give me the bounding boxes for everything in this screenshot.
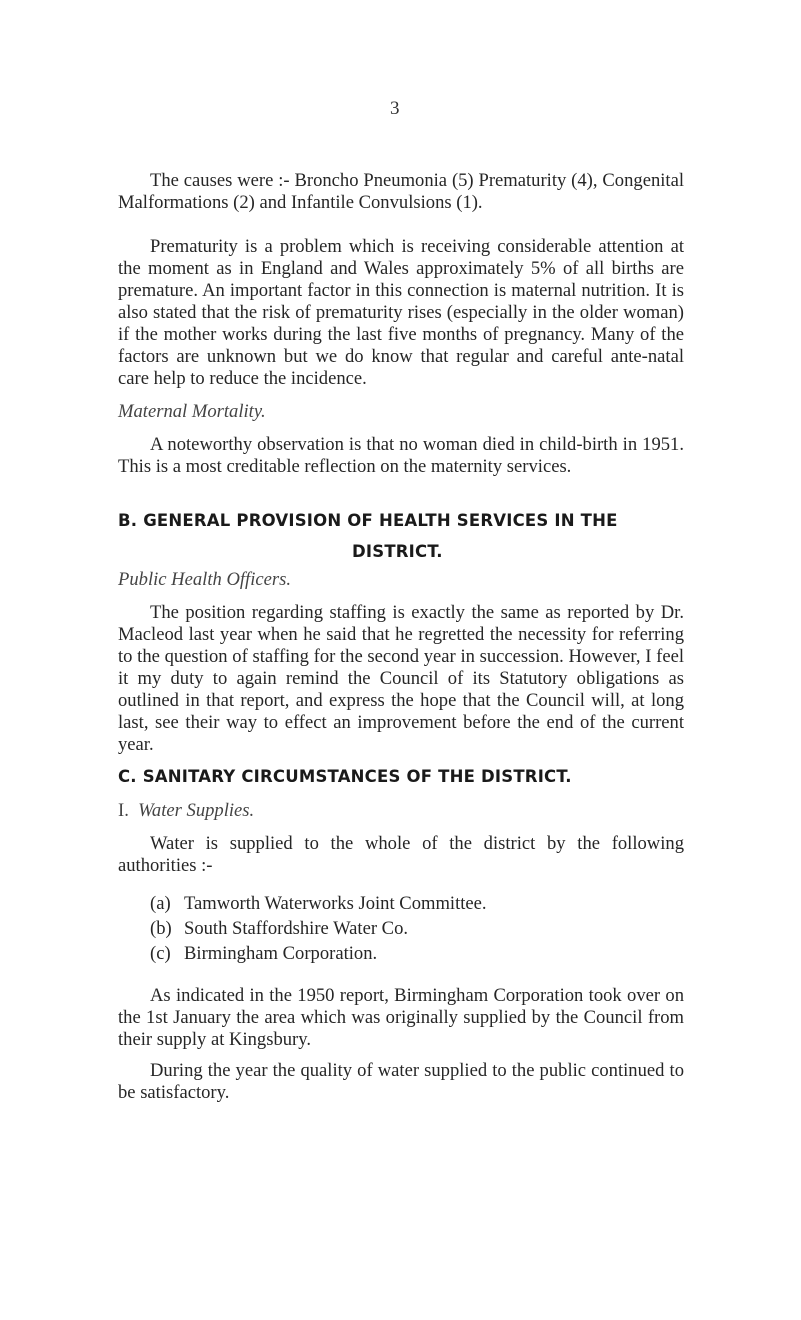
- section-b-heading-line2: DISTRICT.: [352, 542, 443, 561]
- water-supplies-title: Water Supplies.: [138, 800, 255, 821]
- causes-paragraph: The causes were :- Broncho Pneumonia (5) Prematurity (4), Congenital Malformations (2) and Infantile Convulsions (1).: [118, 170, 684, 213]
- list-item: (c) Birmingham Corporation.: [150, 943, 378, 964]
- birmingham-paragraph: As indicated in the 1950 report, Birmingham Corporation took over on the 1st January the area which was originally supplied by the Council from their supply at Kingsbury.: [118, 985, 684, 1050]
- public-health-officers-heading: Public Health Officers.: [118, 569, 291, 590]
- water-quality-paragraph: During the year the quality of water supplied to the public continued to be satisfactory.: [118, 1060, 684, 1103]
- list-item: (a) Tamworth Waterworks Joint Committee.: [150, 893, 487, 914]
- staffing-paragraph: The position regarding staffing is exactly the same as reported by Dr. Macleod last year when he said that he regretted the necessity for referring to the question of staffing for the second year in succession. However, I feel it my duty to again remind the Council of its Statutory obligations as outlined in that report, and express the hope that the Council will, at long last, see their way to effect an improvement before the end of the current year.: [118, 602, 684, 755]
- maternal-mortality-heading: Maternal Mortality.: [118, 401, 266, 422]
- list-item: (b) South Staffordshire Water Co.: [150, 918, 409, 939]
- maternal-mortality-paragraph: A noteworthy observation is that no woman died in child-birth in 1951. This is a most creditable reflection on the maternity services.: [118, 434, 684, 477]
- water-supplies-number: I.: [118, 800, 129, 821]
- authorities-list: [150, 891, 487, 966]
- section-b-heading-line1: B. GENERAL PROVISION OF HEALTH SERVICES IN THE: [118, 511, 618, 530]
- water-supplies-heading: [118, 800, 254, 822]
- section-c-heading: C. SANITARY CIRCUMSTANCES OF THE DISTRICT.: [118, 767, 572, 786]
- page-number: 3: [390, 98, 400, 119]
- prematurity-paragraph: Prematurity is a problem which is receiving considerable attention at the moment as in England and Wales approximately 5% of all births are premature. An important factor in this connection is maternal nutrition. It is also stated that the risk of prematurity rises (especially in the older woman) if the mother works during the last five months of pregnancy. Many of the factors are unknown but we do know that regular and careful ante-natal care help to reduce the incidence.: [118, 236, 684, 389]
- water-intro-paragraph: Water is supplied to the whole of the district by the following authorities :-: [118, 833, 684, 876]
